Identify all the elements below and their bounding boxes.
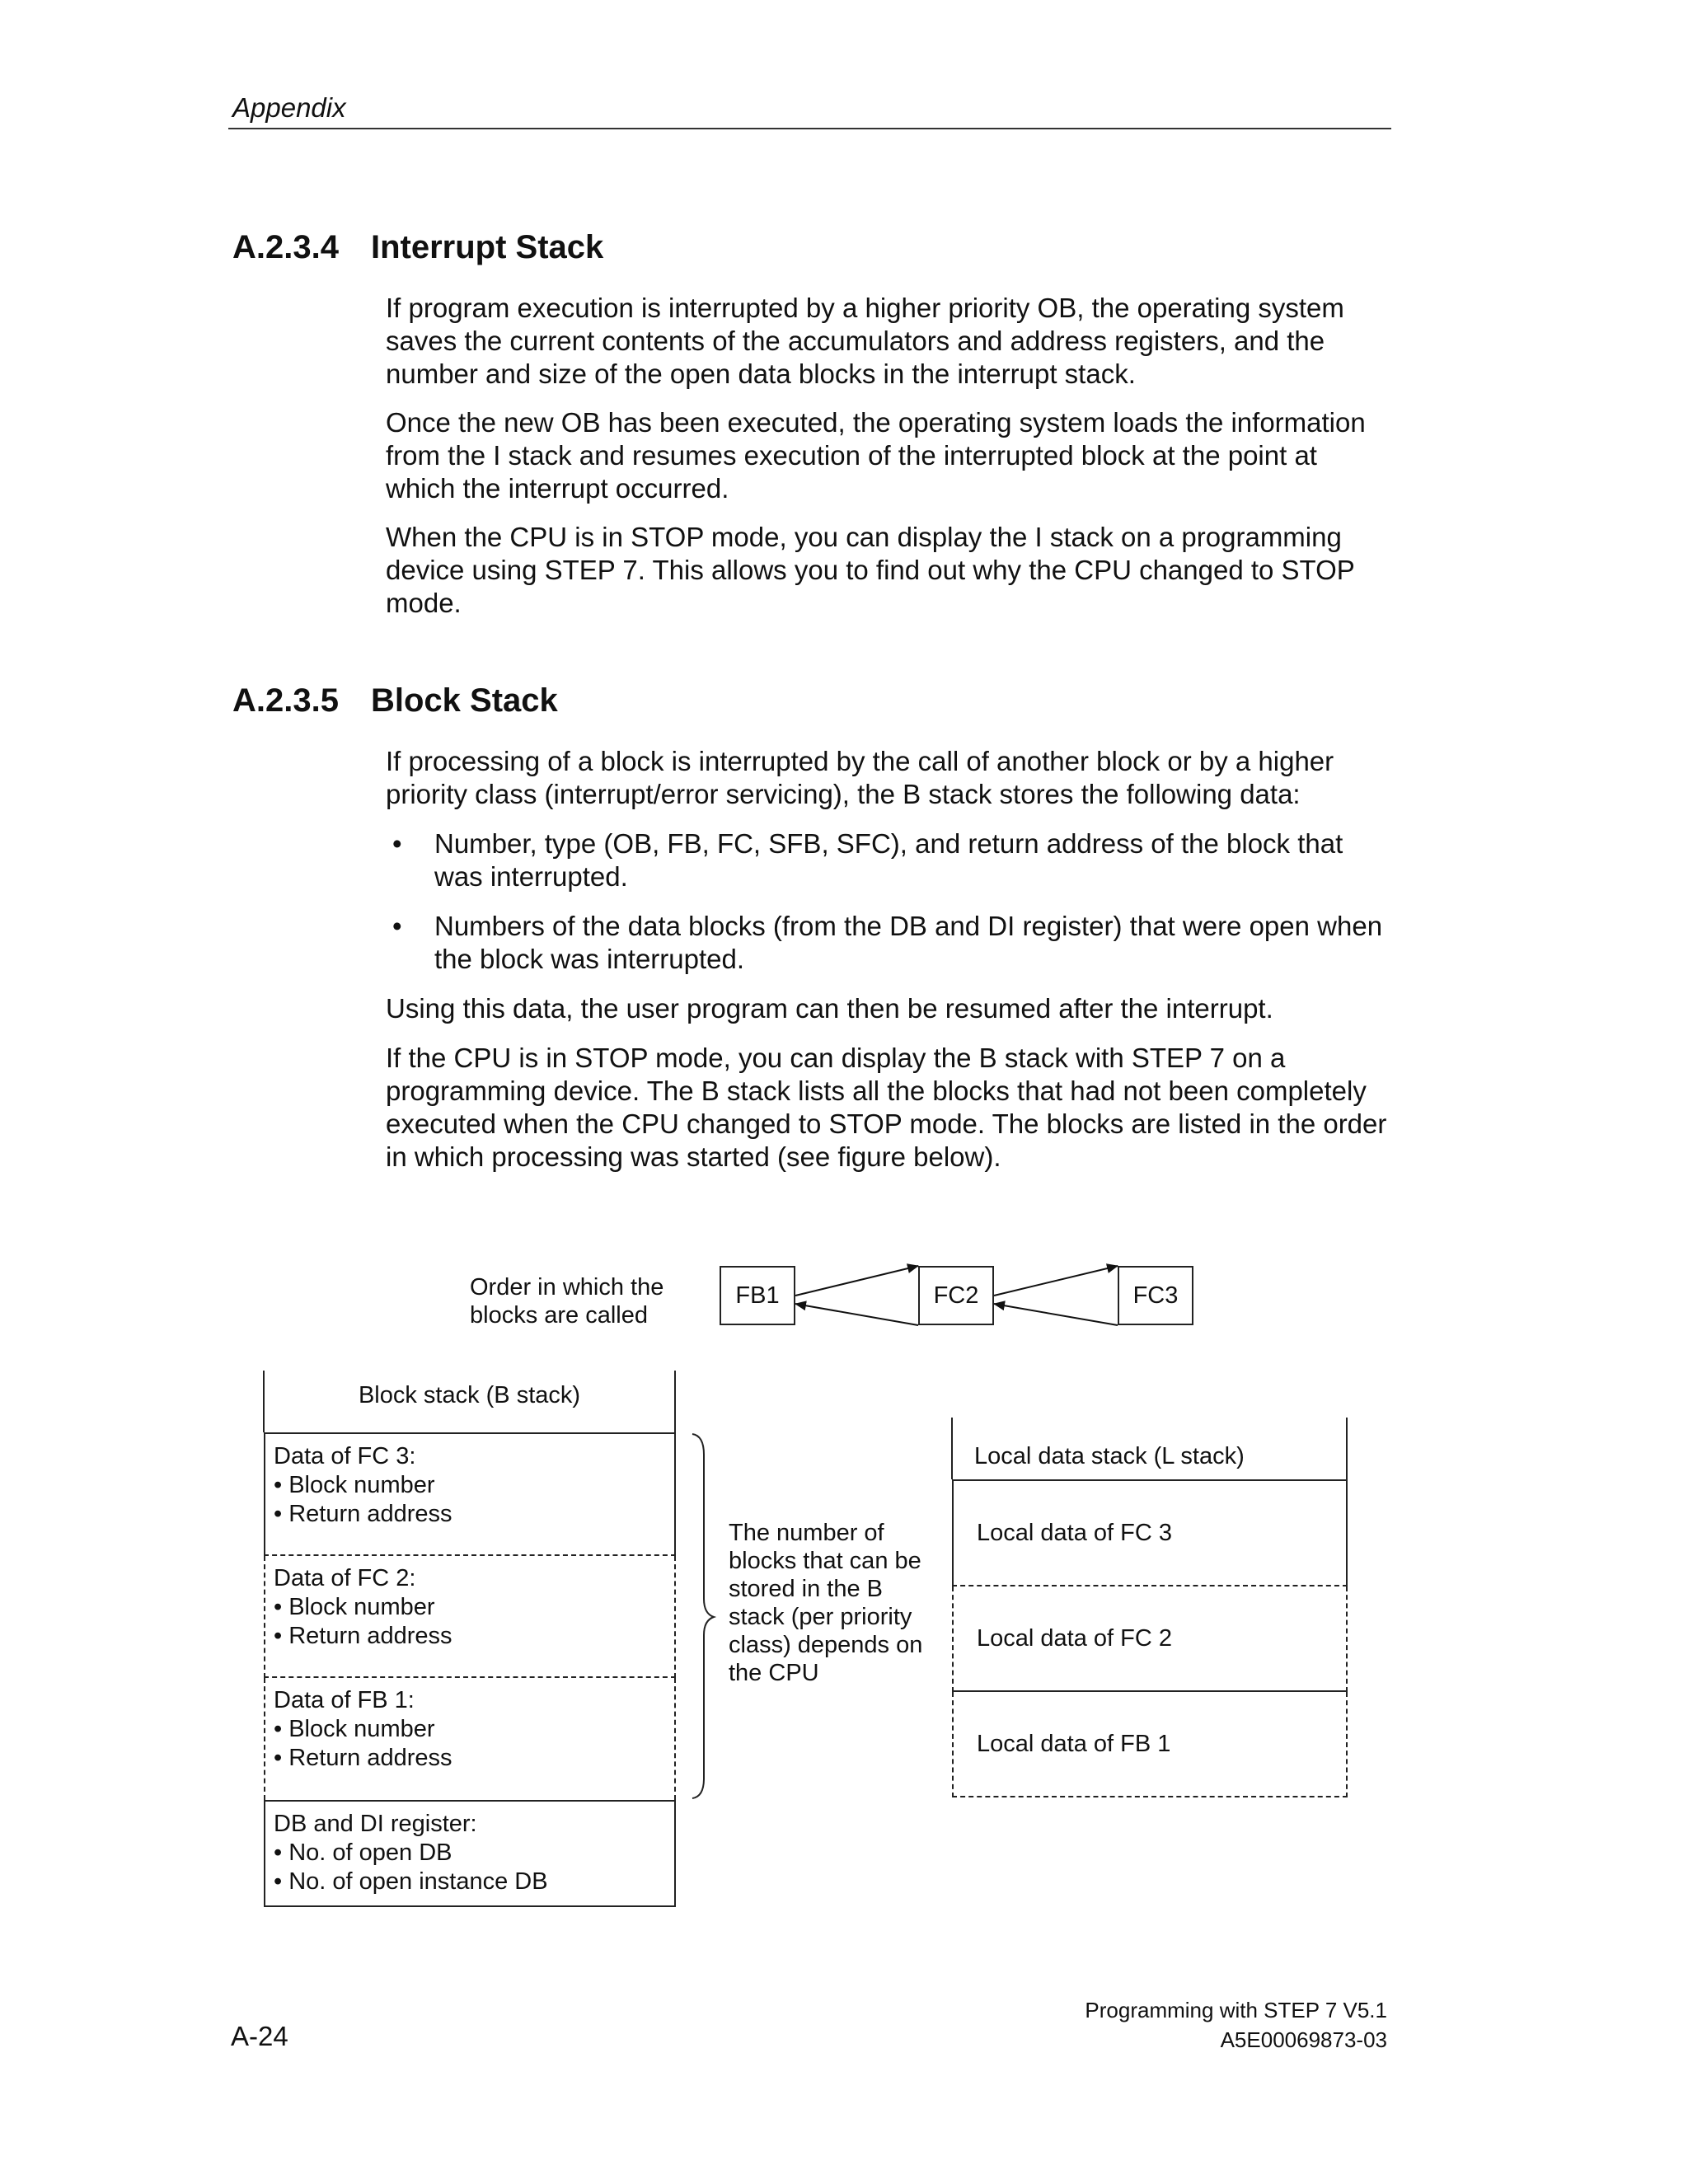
document-id: A5E00069873-03 (1220, 2027, 1387, 2052)
call-arrow (795, 1266, 918, 1296)
list-item: Numbers of the data blocks (from the DB and DI register) that were open when the block was interrupted. (434, 911, 1383, 974)
block-fc2: FC2 (918, 1266, 994, 1325)
paragraph: Once the new OB has been executed, the operating system loads the information from the I stack and resumes execution of the interrupted block at the point at which the interrupt occurred. (386, 407, 1366, 504)
bullet-icon: • (392, 828, 402, 859)
register-entry: DB and DI register: • No. of open DB • No. of open instance DB (264, 1800, 676, 1907)
block-fb1: FB1 (720, 1266, 795, 1325)
paragraph: If the CPU is in STOP mode, you can display the B stack with STEP 7 on a programming device. The B stack lists all the blocks that had not been completely executed when the CPU changed to STOP mode. The blocks are listed in the order in which processing was started (see figure below). (386, 1043, 1387, 1172)
call-arrow (994, 1266, 1118, 1296)
b-stack-entry: Data of FC 3: • Block number • Return address (264, 1432, 676, 1556)
brace-note: The number of blocks that can be stored in the B stack (per priority class) depends on the CPU (729, 1520, 923, 1686)
paragraph: Using this data, the user program can then be resumed after the interrupt. (386, 993, 1273, 1024)
l-stack-entry: Local data of FC 2 (952, 1586, 1348, 1692)
paragraph: If program execution is interrupted by a higher priority OB, the operating system saves the current contents of the accumulators and address registers, and the number and size of the open data blocks in the interrupt stack. (386, 293, 1344, 389)
manual-title: Programming with STEP 7 V5.1 (1085, 1998, 1387, 2022)
return-arrow (795, 1304, 918, 1325)
section-number: A.2.3.5 (232, 682, 339, 719)
running-header: Appendix (232, 92, 346, 123)
section-number: A.2.3.4 (232, 229, 339, 265)
b-stack-entry: Data of FC 2: • Block number • Return address (264, 1556, 676, 1678)
l-stack-entry: Local data of FB 1 (952, 1692, 1348, 1797)
bullet-icon: • (392, 911, 402, 941)
brace (692, 1434, 714, 1798)
return-arrow (994, 1304, 1118, 1325)
block-fc3: FC3 (1118, 1266, 1193, 1325)
list-item: Number, type (OB, FB, FC, SFB, SFC), and return address of the block that was interrupted. (434, 828, 1343, 892)
l-stack-entry: Local data of FC 3 (952, 1479, 1348, 1586)
section-title: Block Stack (371, 682, 558, 719)
page-number: A-24 (231, 2021, 288, 2051)
section-title: Interrupt Stack (371, 229, 604, 265)
b-stack-entry: Data of FB 1: • Block number • Return address (264, 1678, 676, 1800)
paragraph: If processing of a block is interrupted by the call of another block or by a higher priority class (interrupt/error servicing), the B stack stores the following data: (386, 746, 1334, 809)
call-order-label: Order in which the blocks are called (470, 1274, 664, 1329)
b-stack-title: Block stack (B stack) (358, 1382, 581, 1408)
paragraph: When the CPU is in STOP mode, you can display the I stack on a programming device using STEP 7. This allows you to find out why the CPU changed to STOP mode. (386, 522, 1355, 618)
l-stack-title: Local data stack (L stack) (974, 1443, 1245, 1469)
